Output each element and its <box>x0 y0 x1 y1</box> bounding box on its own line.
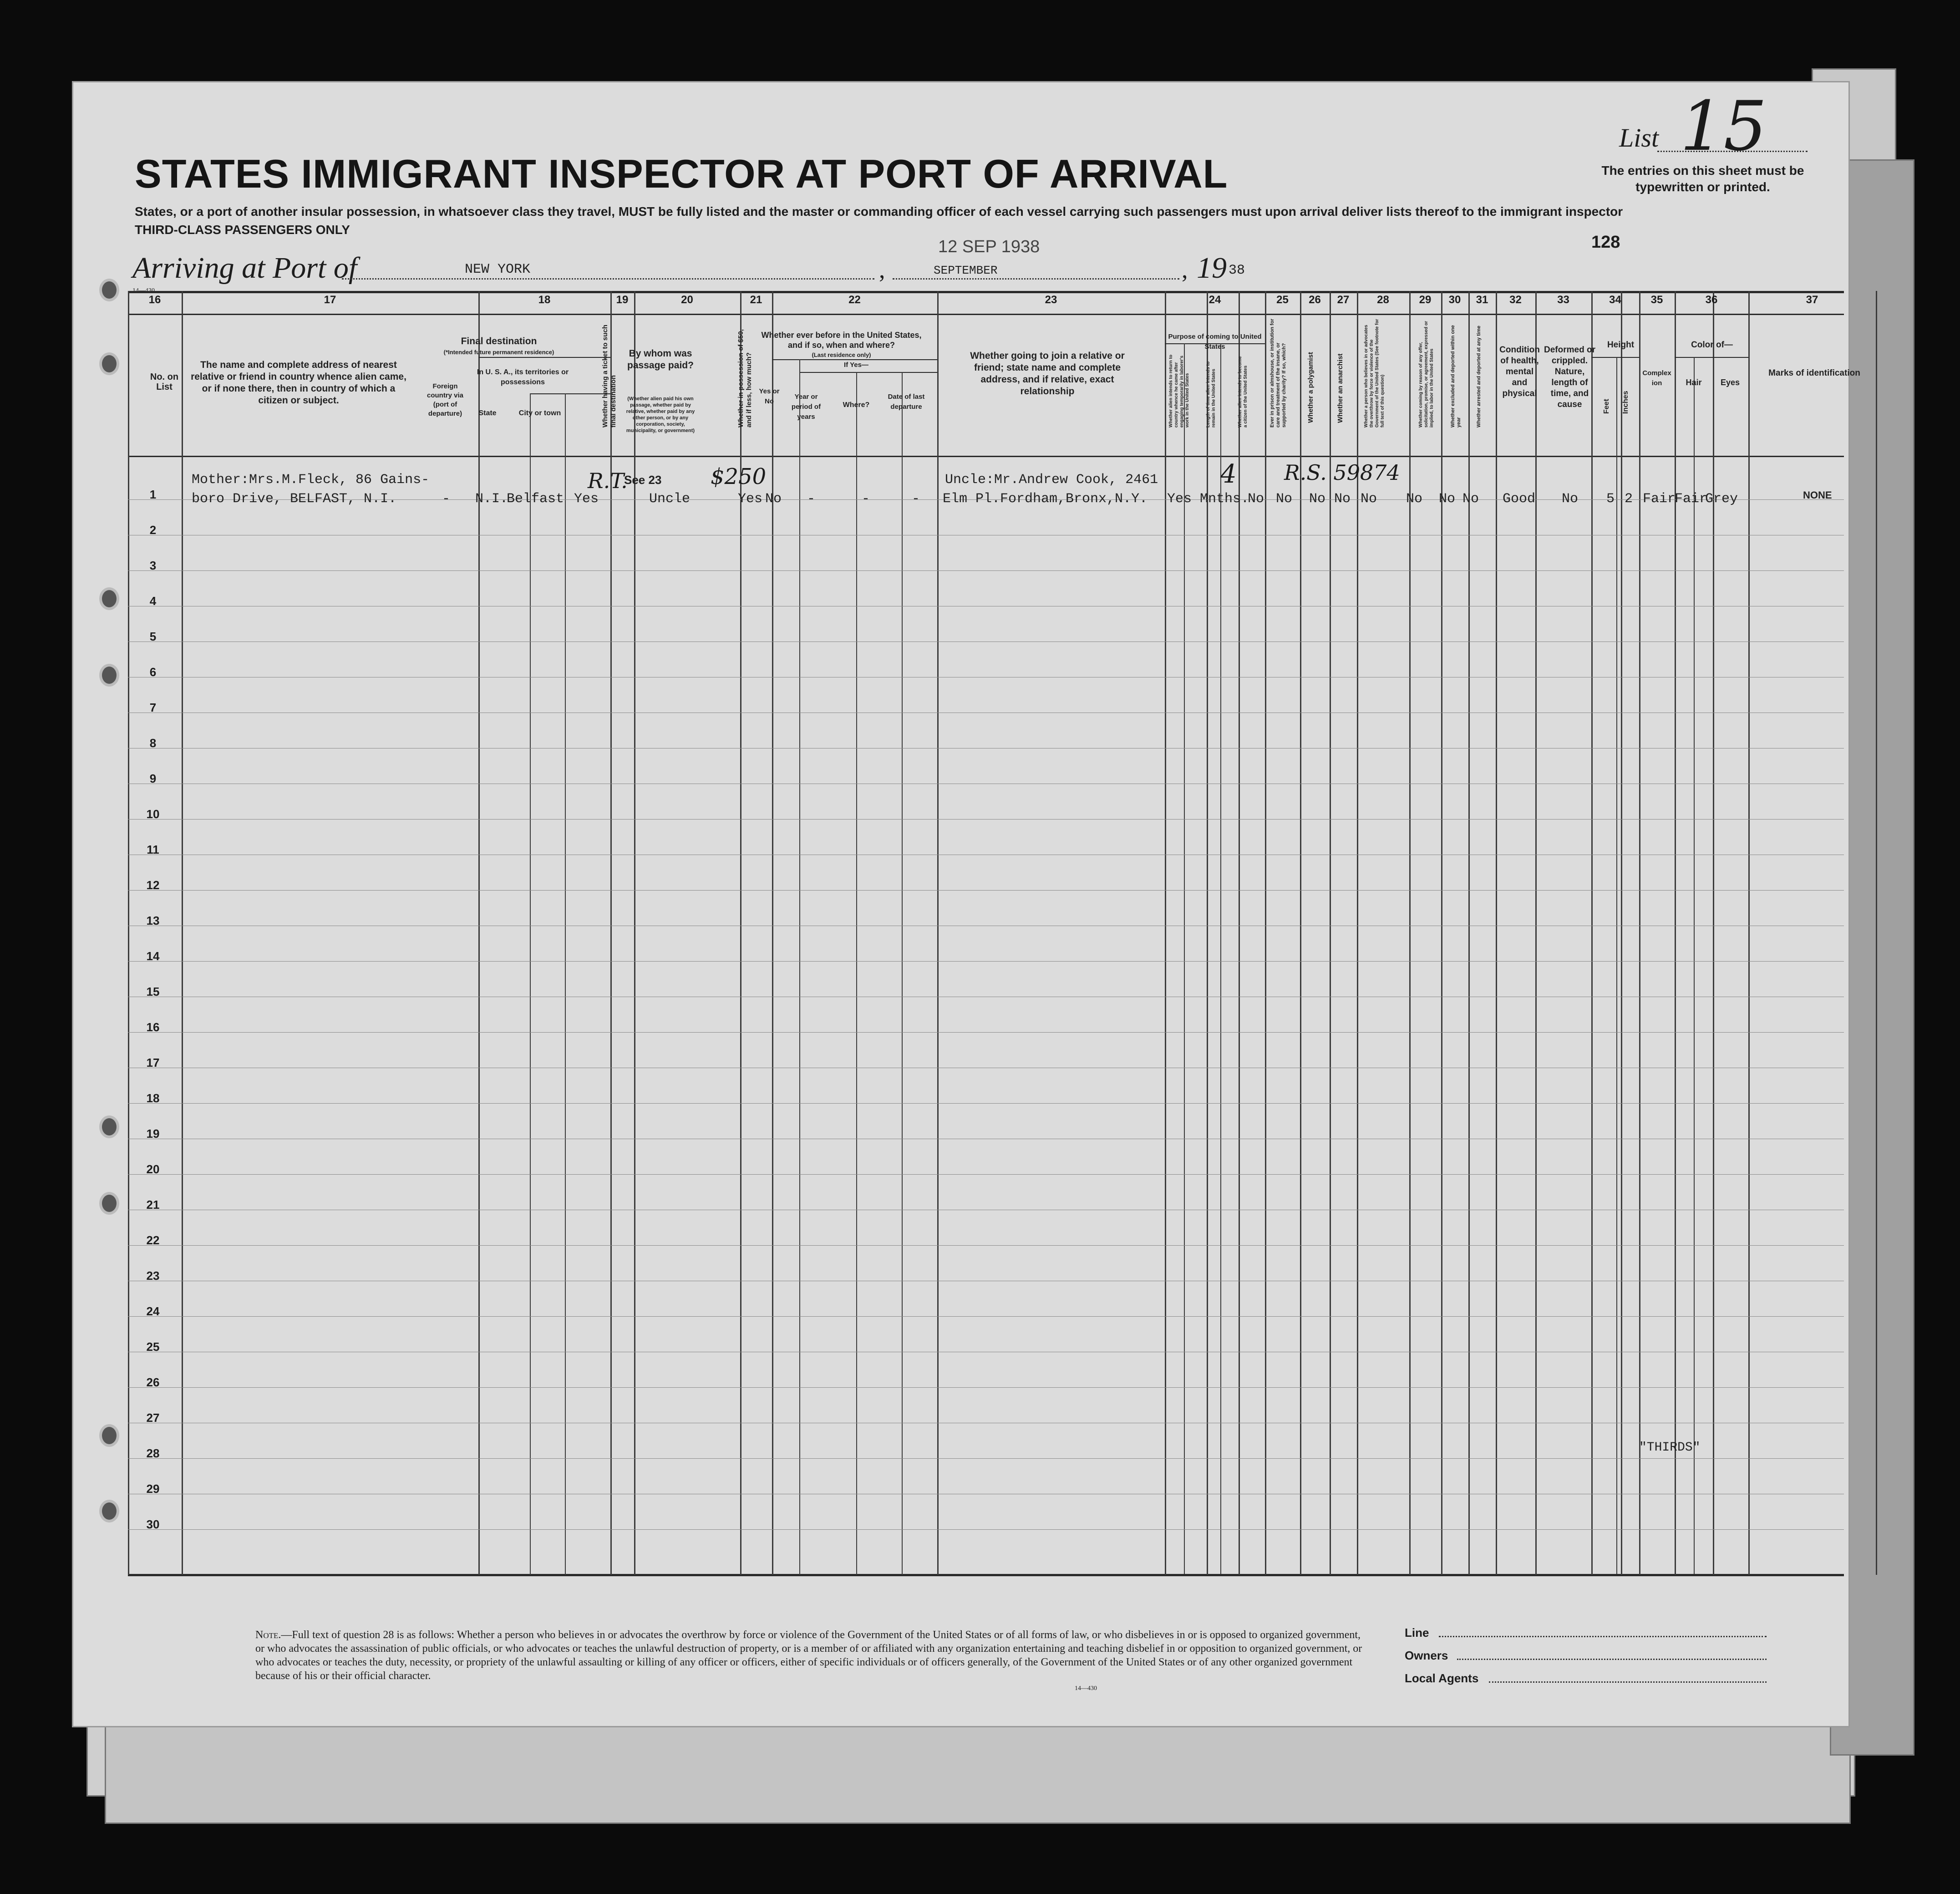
column-divider <box>1441 291 1442 1575</box>
header-health: Condition of health, mental and physical <box>1499 345 1540 398</box>
footnote-text: —Full text of question 28 is as follows: Whether a person who believes in or advocates the overthrow by force or violence of the Government of the United States or of all forms of law, or who disbelieves in or is opposed to organized government, or who advocates the assassination of public officials, or who advocates or teaches the unlawful destruction of property, or is a member of or affiliated with any organization entertaining and teaching disbelief in or opposition to organized government, or who advocates or teaches the duty, necessity, or propriety of the unlawful assaulting or killing of any officer or officers, either of specific individuals or of officers generally, of the Government of the United States or of any other organized government because of his or their official character. <box>255 1629 1362 1682</box>
row-line <box>128 961 1844 962</box>
column-number: 32 <box>1509 294 1522 306</box>
column-number: 25 <box>1276 294 1289 306</box>
header-fifty-dollars: Whether in possession of $50, and if less, how much? <box>737 329 753 428</box>
annot-ticket: R.T. <box>588 468 628 493</box>
manifest-sheet <box>72 81 1860 1727</box>
header-labor-offer: Whether coming by reason of any offer, solicitation, promise, or agreement, expressed or implied, to labor in the United States <box>1418 321 1434 428</box>
entry-city: Belfast <box>507 491 564 507</box>
entry-overthrow: No <box>1361 491 1377 507</box>
subcolumn-divider <box>856 456 857 1575</box>
owners-label: Owners <box>1405 1649 1448 1662</box>
year-prefix: 19 <box>1197 251 1227 285</box>
header-citizen-intent: Whether alien intends to become a citizen of the United States <box>1238 356 1248 428</box>
header-inches: Inches <box>1622 391 1630 414</box>
page-title: STATES IMMIGRANT INSPECTOR AT PORT OF ARRIVAL <box>135 151 1228 196</box>
header-height: Height <box>1607 340 1635 350</box>
binder-hole <box>99 1424 119 1447</box>
row-number: 1 <box>149 488 157 501</box>
column-number: 19 <box>616 294 629 306</box>
row-number: 25 <box>146 1340 160 1354</box>
column-number: 37 <box>1806 294 1818 306</box>
binder-hole <box>99 1192 119 1215</box>
row-number: 19 <box>146 1127 160 1140</box>
column-number: 30 <box>1448 294 1461 306</box>
owners-field <box>1457 1659 1767 1660</box>
subcolumn-divider <box>565 456 566 1575</box>
header-final-destination: Final destination <box>461 336 537 346</box>
date-stamp: 12 SEP 1938 <box>938 237 1040 256</box>
column-number: 27 <box>1337 294 1350 306</box>
column-number: 34 <box>1609 294 1621 306</box>
entry-paid-by-1: See 23 <box>624 473 662 487</box>
header-arrested: Whether arrested and deported at any time <box>1476 326 1482 428</box>
subheader-line <box>1591 357 1639 358</box>
row-number: 3 <box>149 559 157 572</box>
entry-relative-line1: Mother:Mrs.M.Fleck, 86 Gains- <box>192 472 430 488</box>
entry-where: - <box>862 491 870 507</box>
annot-money: $250 <box>711 464 767 489</box>
entry-return-intent: Yes <box>1167 491 1192 507</box>
column-divider <box>1207 291 1208 1575</box>
header-last-departure: Date of last departure <box>888 393 925 411</box>
thirds-stamp: "THIRDS" <box>1639 1441 1701 1455</box>
column-divider <box>1713 291 1714 1575</box>
subcolumn-divider <box>1694 357 1695 1574</box>
header-complexion: Complexion <box>1642 369 1671 387</box>
row-line <box>128 1032 1844 1033</box>
row-number: 17 <box>146 1056 160 1069</box>
entry-prison: No <box>1276 491 1293 507</box>
row-number: 20 <box>146 1162 160 1176</box>
subcolumn-divider <box>799 456 800 1575</box>
entry-complexion: Fair <box>1643 491 1676 507</box>
column-divider <box>1621 291 1622 1575</box>
list-number: 15 <box>1680 87 1767 166</box>
column-divider <box>1468 291 1470 1575</box>
entry-join-line1: Uncle:Mr.Andrew Cook, 2461 <box>945 472 1158 488</box>
row-number: 8 <box>149 736 157 750</box>
row-number: 12 <box>146 878 160 892</box>
column-number: 22 <box>848 294 861 306</box>
header-excluded: Whether excluded and deported within one year <box>1450 325 1462 428</box>
column-divider <box>1639 291 1640 1575</box>
row-line <box>128 1174 1844 1175</box>
header-purpose: Purpose of coming to United States <box>1168 333 1262 351</box>
entry-year-period: - <box>807 491 816 507</box>
column-divider <box>1239 291 1240 1575</box>
header-state: State <box>478 409 497 417</box>
column-number: 21 <box>750 294 762 306</box>
column-number: 31 <box>1476 294 1488 306</box>
column-divider <box>182 291 183 1575</box>
column-number: 35 <box>1650 294 1663 306</box>
column-number: 28 <box>1377 294 1389 306</box>
row-number: 29 <box>146 1482 160 1496</box>
header-if-yes: If Yes— <box>844 361 868 369</box>
row-line <box>128 1458 1844 1459</box>
entry-excluded: No <box>1439 491 1456 507</box>
row-number: 23 <box>146 1269 160 1283</box>
entry-join-line2: Elm Pl.Fordham,Bronx,N.Y. <box>943 491 1148 507</box>
header-marks: Marks of identification <box>1768 368 1860 378</box>
entry-last-departure: - <box>912 491 920 507</box>
table-border-bottom <box>128 1574 1844 1576</box>
column-number: 20 <box>681 294 693 306</box>
column-number: 29 <box>1419 294 1432 306</box>
entry-fifty-dollars: Yes <box>738 491 763 507</box>
column-divider <box>937 291 939 1575</box>
passenger-class: THIRD-CLASS PASSENGERS ONLY <box>135 223 350 237</box>
header-feet: Feet <box>1603 399 1610 414</box>
row-number: 4 <box>149 594 157 608</box>
row-number: 7 <box>149 701 157 714</box>
header-year-period: Year or period of years <box>791 393 821 421</box>
entry-marks: NONE <box>1803 489 1832 501</box>
footnote <box>255 1628 1371 1683</box>
row-line <box>128 890 1844 891</box>
subcolumn-divider <box>902 456 903 1575</box>
column-number: 16 <box>148 294 161 306</box>
arriving-label: Arriving at Port of <box>132 251 357 285</box>
column-number-divider <box>128 314 1844 315</box>
entry-arrested: No <box>1462 491 1479 507</box>
subcolumn-divider <box>856 372 857 456</box>
column-number: 33 <box>1557 294 1569 306</box>
column-number: 24 <box>1208 294 1221 306</box>
row-number: 10 <box>146 807 160 821</box>
list-label: List <box>1619 123 1659 153</box>
line-field <box>1439 1636 1767 1637</box>
column-divider <box>1496 291 1497 1575</box>
header-ticket: Whether having a ticket to such final destination <box>601 325 617 428</box>
column-divider <box>1165 291 1166 1575</box>
header-polygamist: Whether a polygamist <box>1307 352 1315 423</box>
column-divider <box>1876 291 1877 1575</box>
column-number: 26 <box>1309 294 1321 306</box>
column-number: 36 <box>1705 294 1718 306</box>
entry-length-of-stay: Mnths. <box>1200 491 1249 507</box>
row-number: 18 <box>146 1091 160 1105</box>
month-value: SEPTEMBER <box>934 264 998 277</box>
header-color-of: Color of— <box>1691 340 1733 350</box>
sheet-number: 128 <box>1591 233 1620 252</box>
typewritten-notice: The entries on this sheet must be typewritten or printed. <box>1601 163 1804 194</box>
row-line <box>128 819 1844 820</box>
header-final-destination-note: (*Intended future permanent residence) <box>443 349 554 356</box>
binder-hole <box>99 587 119 610</box>
header-passage-paid: By whom was passage paid? <box>627 348 694 371</box>
row-number: 24 <box>146 1304 160 1318</box>
entry-inches: 2 <box>1625 491 1633 507</box>
binder-hole <box>99 352 119 375</box>
row-number: 27 <box>146 1411 160 1425</box>
list-number-line <box>1657 151 1808 152</box>
header-deformed: Deformed or crippled. Nature, length of time, and cause <box>1544 345 1595 409</box>
subcolumn-divider <box>1184 343 1185 1574</box>
row-number: 30 <box>146 1517 160 1531</box>
header-bottom-line <box>128 456 1844 457</box>
row-number: 22 <box>146 1233 160 1247</box>
row-number: 13 <box>146 914 160 927</box>
annot-length: 4 <box>1220 459 1237 489</box>
row-number: 28 <box>146 1446 160 1460</box>
subcolumn-divider <box>902 372 903 456</box>
entry-citizen-intent: No <box>1248 491 1264 507</box>
subheader-line <box>1675 357 1748 358</box>
row-line <box>128 1387 1844 1388</box>
binder-hole <box>99 279 119 301</box>
entry-ever-before: No <box>765 491 782 507</box>
row-line <box>128 1316 1844 1317</box>
form-code-top: 14—430 <box>132 287 155 294</box>
entry-ticket: Yes <box>574 491 599 507</box>
binder-hole <box>99 1115 119 1138</box>
row-line <box>128 1529 1844 1530</box>
entry-hair: Fair <box>1675 491 1708 507</box>
header-return-intent: Whether alien intends to return to country whence he came after engaging temporarily in laborer's work in the United States <box>1168 354 1190 428</box>
line-label: Line <box>1405 1626 1429 1639</box>
local-agents-field <box>1489 1681 1767 1683</box>
instruction-text: States, or a port of another insular possession, in whatsoever class they travel, MUST be fully listed and the master or commanding officer of each vessel carrying such passengers must upon arrival deliver lists thereof to the immigrant inspector <box>135 204 1623 219</box>
row-number: 2 <box>149 523 157 537</box>
subheader-line <box>799 372 937 373</box>
year-suffix: 38 <box>1229 263 1245 278</box>
subheader-line <box>530 393 610 394</box>
entry-deformed: No <box>1562 491 1579 507</box>
header-in-usa: In U. S. A., its territories or possessions <box>477 368 569 386</box>
entry-relative-line2: boro Drive, BELFAST, N.I. <box>192 491 397 507</box>
header-ever-before-note: (Last residence only) <box>812 351 871 358</box>
row-number: 26 <box>146 1375 160 1389</box>
comma: , <box>1182 256 1188 283</box>
entry-health: Good <box>1503 491 1536 507</box>
header-city: City or town <box>518 409 561 417</box>
port-value: NEW YORK <box>465 262 531 277</box>
column-number: 23 <box>1045 294 1057 306</box>
column-number: 17 <box>324 294 336 306</box>
column-divider <box>478 291 480 1575</box>
row-number: 21 <box>146 1198 160 1212</box>
manifest-table <box>128 291 1860 1575</box>
header-passage-note: (Whether alien paid his own passage, whether paid by relative, whether paid by any other person, or by any corporation, society, municipality, or government) <box>626 396 695 433</box>
column-number: 18 <box>538 294 551 306</box>
row-line <box>128 1245 1844 1246</box>
subcolumn-divider <box>1220 343 1221 1574</box>
header-anarchist: Whether an anarchist <box>1336 353 1344 423</box>
row-number: 6 <box>149 665 157 679</box>
header-foreign-country: Foreign country via (port of departure) <box>427 382 464 417</box>
header-going-to-join: Whether going to join a relative or friend; state name and complete address, and if relative, exact relationship <box>970 351 1125 397</box>
row-number: 16 <box>146 1020 160 1034</box>
row-line <box>128 570 1844 571</box>
comma: , <box>879 256 885 283</box>
annot-file-number: R.S. 59874 <box>1284 460 1400 485</box>
month-line <box>893 278 1179 280</box>
row-line <box>128 1103 1844 1104</box>
port-line <box>342 278 874 280</box>
footnote-lead: Note. <box>255 1629 281 1641</box>
header-prison: Ever in prison or almshouse, or institution for care and treatment of the insane, or supported by charity? If so, which? <box>1269 319 1287 428</box>
local-agents-label: Local Agents <box>1405 1671 1479 1685</box>
header-eyes: Eyes <box>1720 378 1740 387</box>
entry-eyes: Grey <box>1705 491 1738 507</box>
entry-polygamist: No <box>1309 491 1326 507</box>
entry-foreign-country: - <box>442 491 451 507</box>
column-divider <box>1265 291 1266 1575</box>
column-divider <box>1535 291 1537 1575</box>
form-code: 14—430 <box>1075 1685 1097 1692</box>
subcolumn-divider <box>1616 357 1617 1574</box>
header-yes-or-no: Yes or No <box>759 387 780 405</box>
header-length-of-stay: Length of time alien intends to remain in the United States <box>1206 361 1216 428</box>
entry-feet: 5 <box>1606 491 1615 507</box>
subcolumn-divider <box>530 456 531 1575</box>
column-divider <box>1409 291 1411 1575</box>
header-no-on-list: No. on List <box>150 372 179 392</box>
entry-state: N.I. <box>475 491 508 507</box>
header-hair: Hair <box>1686 378 1702 387</box>
column-divider <box>1591 291 1593 1575</box>
entry-anarchist: No <box>1334 491 1351 507</box>
subcolumn-divider <box>565 393 566 456</box>
column-divider <box>772 291 773 1575</box>
header-ever-before: Whether ever before in the United States, and if so, when and where? <box>761 331 922 350</box>
header-relative-address: The name and complete address of nearest relative or friend in country whence alien came, or if none there, then in country of which a citizen or subject. <box>191 360 406 406</box>
binder-hole <box>99 664 119 687</box>
column-divider <box>1675 291 1676 1575</box>
row-number: 14 <box>146 949 160 963</box>
row-number: 11 <box>147 843 159 856</box>
header-where: Where? <box>843 401 870 409</box>
header-overthrow: Whether a person who believes in or advocates the overthrow by force or violence of the Government of the United States (See footnote for full text of this question) <box>1364 319 1385 428</box>
row-number: 15 <box>146 985 160 998</box>
subcolumn-divider <box>530 393 531 456</box>
entry-labor-offer: No <box>1406 491 1423 507</box>
entry-paid-by-2: Uncle <box>649 491 691 507</box>
row-number: 5 <box>149 630 157 643</box>
row-number: 9 <box>149 772 157 785</box>
column-divider <box>1748 291 1750 1575</box>
binder-hole <box>99 1500 119 1522</box>
table-border-top <box>128 291 1844 293</box>
